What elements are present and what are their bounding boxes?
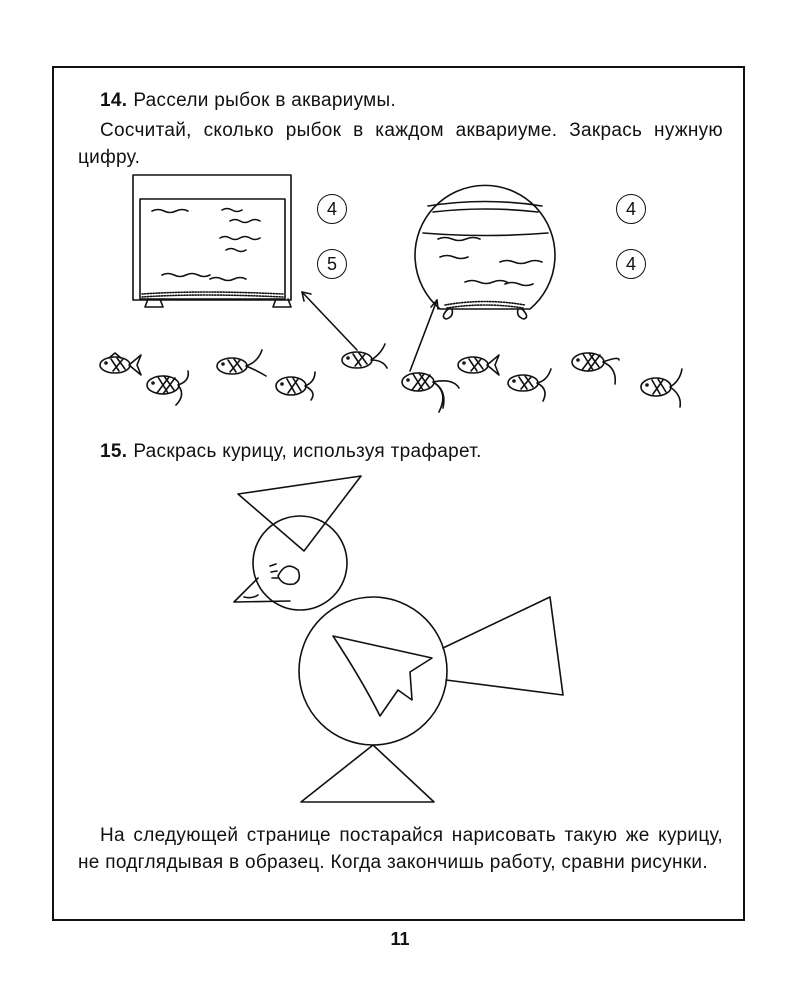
number-circle-left-1[interactable]: 4 <box>317 194 347 224</box>
number-circle-right-1[interactable]: 4 <box>616 194 646 224</box>
fish-3 <box>217 350 266 376</box>
fish-5 <box>342 344 387 368</box>
chicken-eye <box>278 566 299 584</box>
fish-6 <box>402 373 459 412</box>
number-circle-right-2[interactable]: 4 <box>616 249 646 279</box>
chicken-figure <box>234 476 563 802</box>
fish-2 <box>147 371 188 405</box>
task-14-title: Рассели рыбок в аквариумы. <box>133 90 397 111</box>
task-14-instruction: Сосчитай, сколько рыбок в каждом аквариуме. Закрась нужную цифру. <box>78 120 723 168</box>
task-14-number: 14. <box>100 90 128 111</box>
chicken-head <box>253 516 347 610</box>
chicken-body <box>299 597 447 745</box>
fish-1 <box>100 353 141 375</box>
chicken-wing <box>333 636 432 716</box>
page-number: 11 <box>390 929 410 949</box>
arrows <box>302 292 438 371</box>
fish-8 <box>508 369 551 401</box>
chicken-tail <box>443 597 563 695</box>
task-15-number: 15. <box>100 441 128 462</box>
chicken-legs-triangle <box>301 745 434 802</box>
fish-9 <box>572 353 619 384</box>
chicken-comb <box>238 476 361 551</box>
fish-10 <box>641 369 682 407</box>
round-aquarium <box>415 185 555 319</box>
fish-7 <box>458 355 499 375</box>
fish-row <box>100 344 682 412</box>
number-circle-left-2[interactable]: 5 <box>317 249 347 279</box>
fish-4 <box>276 372 315 400</box>
task-15-heading <box>100 441 482 463</box>
rectangular-aquarium <box>133 175 291 307</box>
task-15-follow-up: На следующей странице постарайся нарисовать такую же курицу, не подглядывая в образец. Когда закончишь работу, сравни рисунки. <box>78 825 723 873</box>
task-15-title: Раскрась курицу, используя трафарет. <box>133 441 482 462</box>
